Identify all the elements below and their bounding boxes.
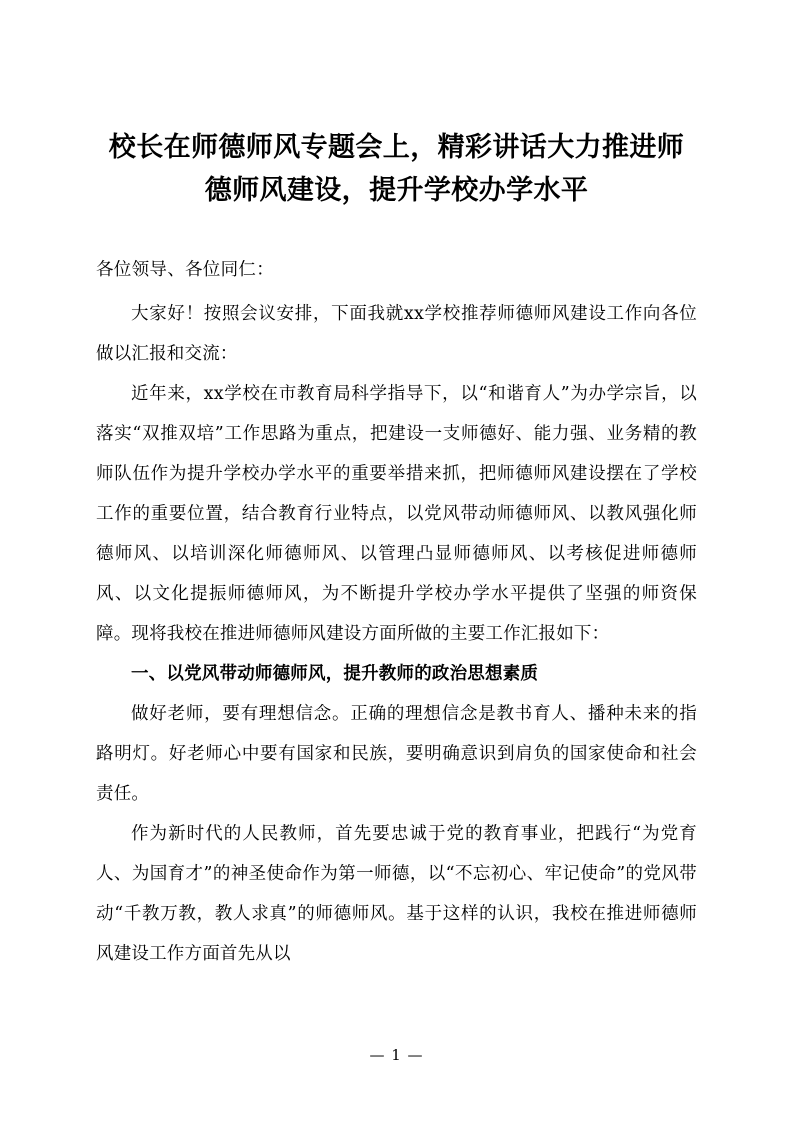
page-number: — 1 — — [369, 1046, 424, 1064]
salutation: 各位领导、各位同仁： — [96, 260, 274, 280]
paragraph-2: 近年来，xx学校在市教育局科学指导下，以“和谐育人”为办学宗旨，以落实“双推双培”工作思路为重点，把建设一支师德好、能力强、业务精的教师队伍作为提升学校办学水平的重要举措来抓，把师德师风建设摆在了学校工作的重要位置，结合教育行业特点，以党风带动师德师风、以教风强化师德师风、以培训深化师德师风、以管理凸显师德师风、以考核促进师德师风、以文化提振师德师风，为不断提升学校办学水平提供了坚强的师资保障。现将我校在推进师德师风建设方面所做的主要工作汇报如下： — [96, 384, 697, 644]
paragraph-4: 作为新时代的人民教师，首先要忠诚于党的教育事业，把践行“为党育人、为国育才”的神圣使命作为第一师德，以“不忘初心、牢记使命”的党风带动“千教万教，教人求真”的师德师风。基于这样的认识，我校在推进师德师风建设工作方面首先从以 — [96, 824, 697, 964]
page-title: 校长在师德师风专题会上，精彩讲话大力推进师德师风建设，提升学校办学水平 — [108, 132, 685, 206]
section-heading-1: 一、以党风带动师德师风，提升教师的政治思想素质 — [131, 664, 539, 684]
paragraph-1: 大家好！按照会议安排，下面我就xx学校推荐师德师风建设工作向各位做以汇报和交流： — [96, 304, 697, 364]
paragraph-3: 做好老师，要有理想信念。正确的理想信念是教书育人、播种未来的指路明灯。好老师心中要有国家和民族，要明确意识到肩负的国家使命和社会责任。 — [96, 704, 697, 804]
